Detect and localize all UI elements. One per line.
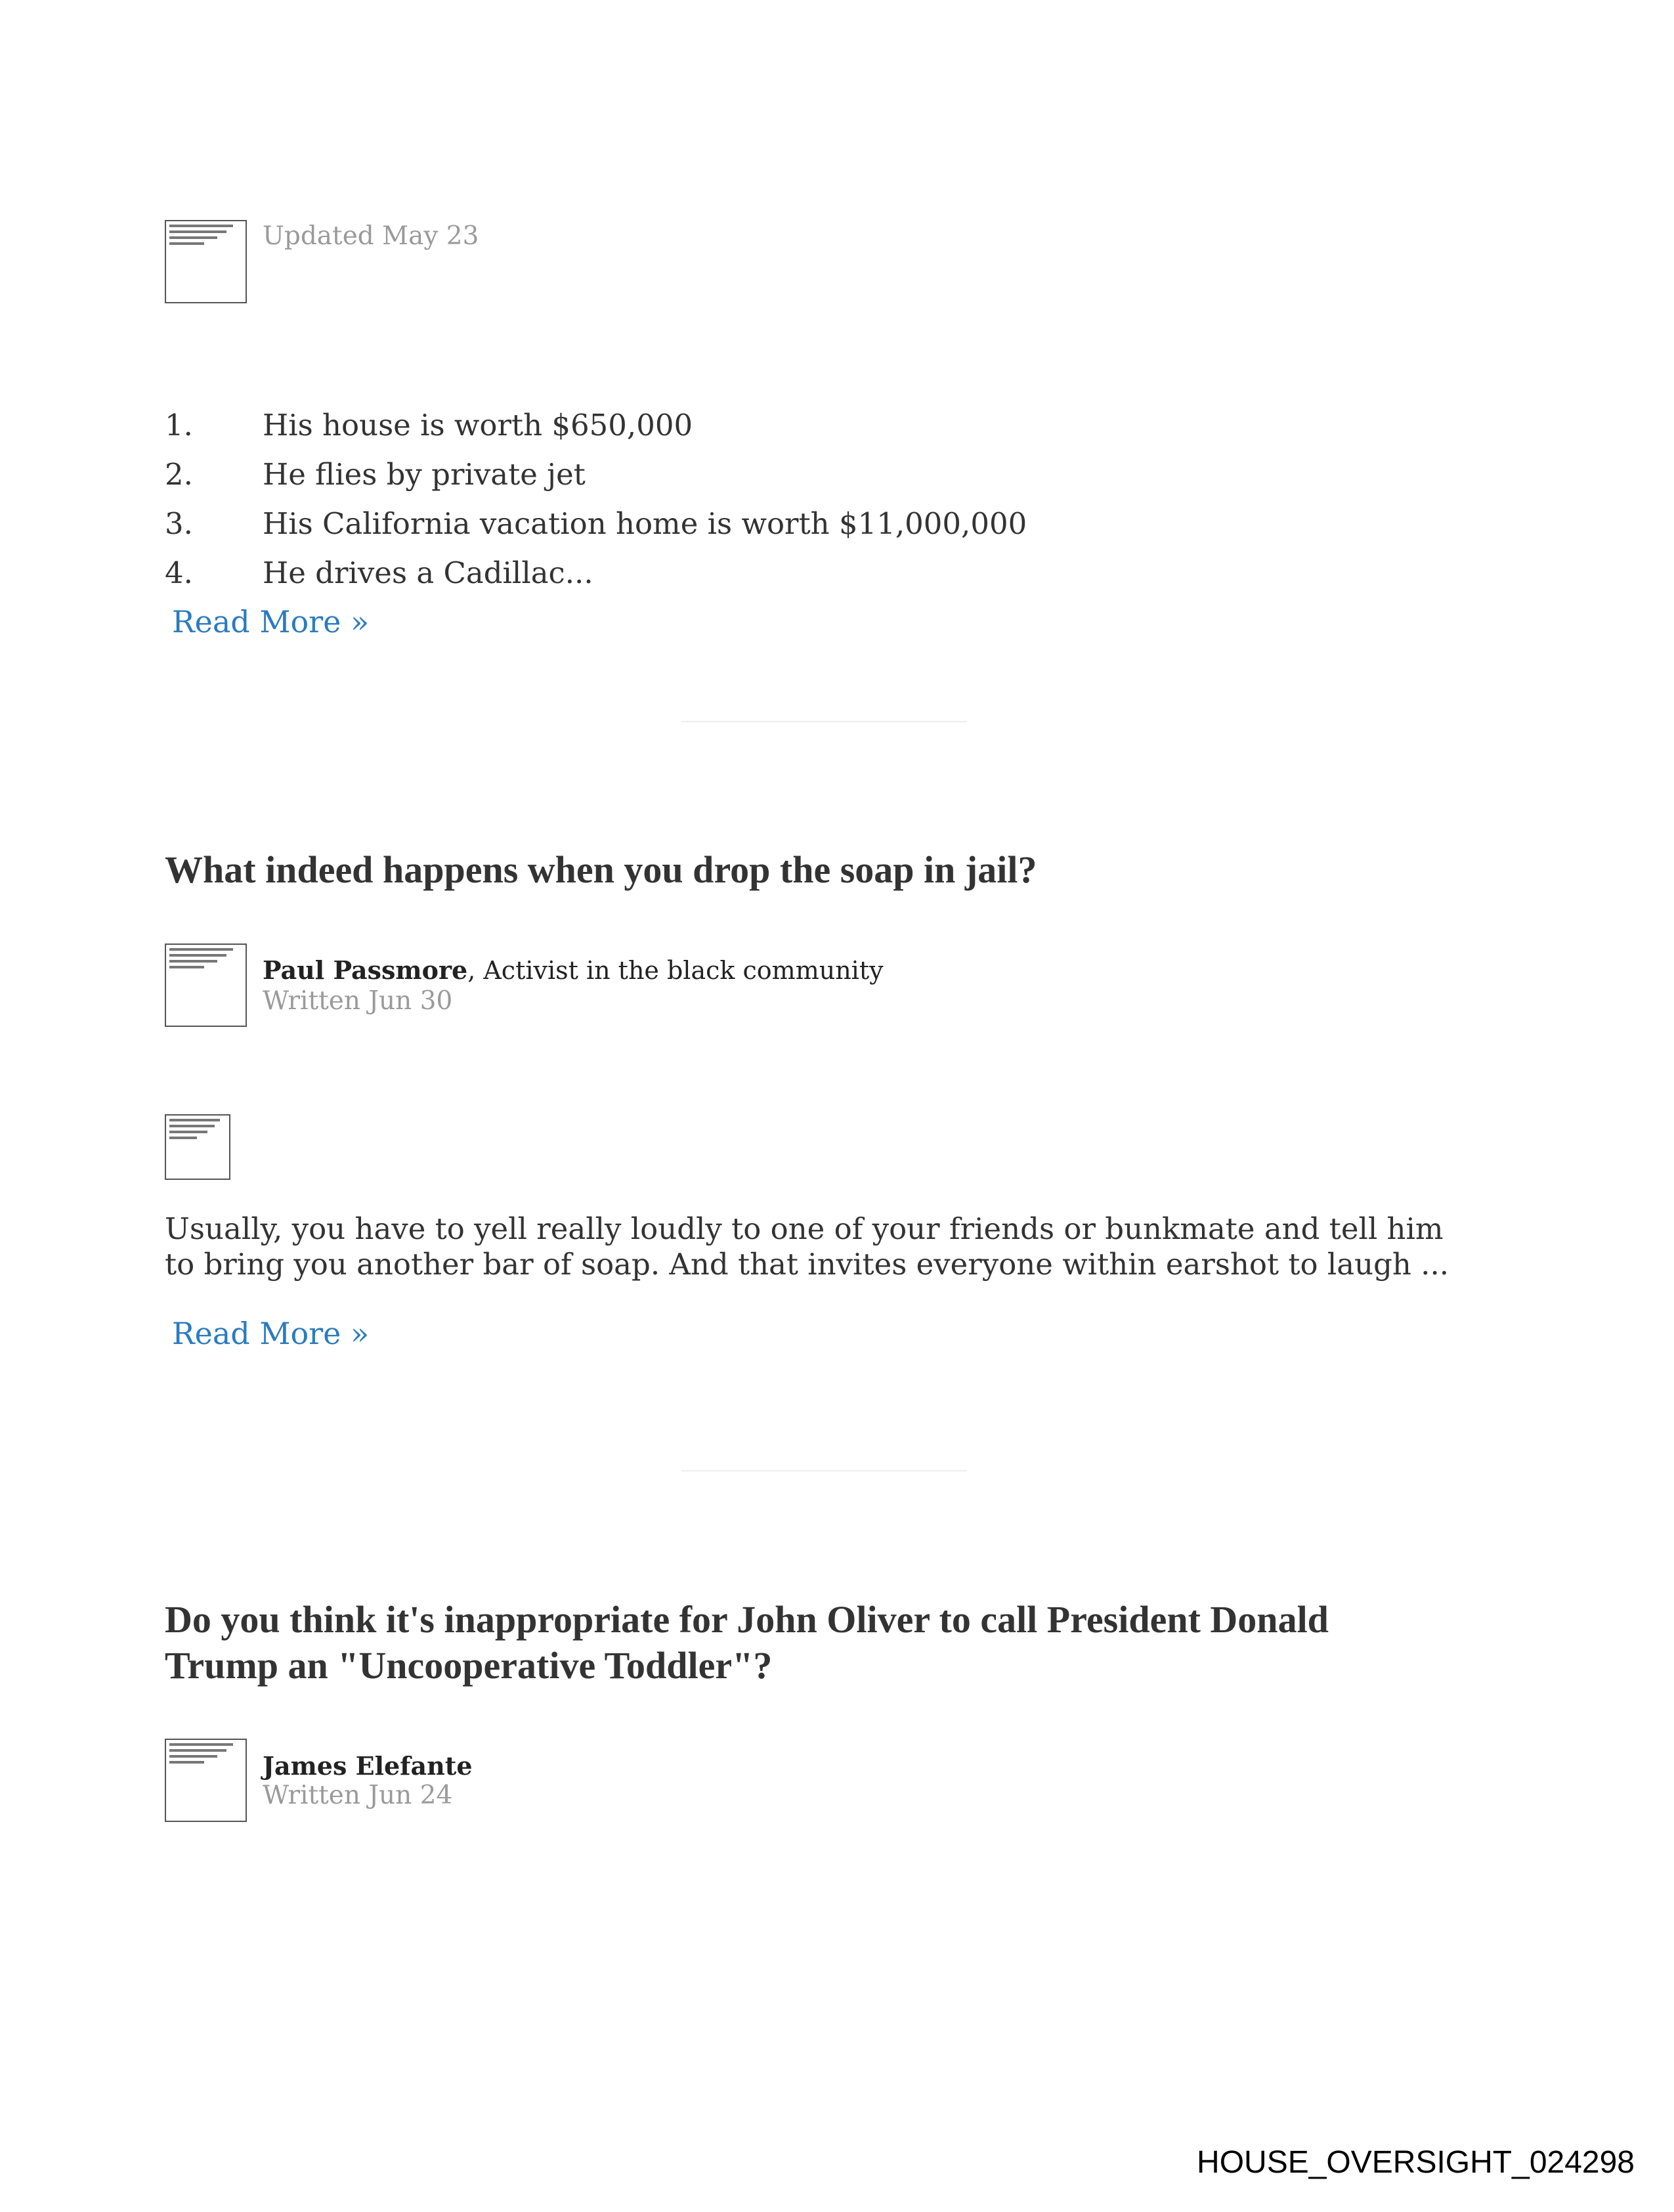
read-more-link[interactable]: Read More » bbox=[172, 604, 370, 640]
list-item-text: He drives a Cadillac... bbox=[263, 555, 593, 590]
list-item-number: 3. bbox=[165, 506, 193, 541]
author-line bbox=[263, 1751, 473, 1781]
author-avatar-image bbox=[165, 220, 247, 303]
read-more-link[interactable]: Read More » bbox=[172, 1316, 370, 1351]
list-item-number: 2. bbox=[165, 457, 193, 492]
post-updated-date: Updated May 23 bbox=[263, 221, 479, 251]
post-title[interactable]: Do you think it's inappropriate for John Oliver to call President Donald Trump an "Uncooperative Toddler"? bbox=[165, 1598, 1329, 1687]
list-item-number: 1. bbox=[165, 408, 193, 443]
author-avatar-image bbox=[165, 943, 247, 1027]
post-image bbox=[165, 1114, 230, 1180]
post-written-date: Written Jun 24 bbox=[263, 1781, 453, 1810]
author-avatar-image bbox=[165, 1739, 247, 1822]
author-name[interactable]: Paul Passmore bbox=[263, 955, 468, 985]
author-description: , Activist in the black community bbox=[467, 956, 884, 985]
list-item-text: He flies by private jet bbox=[263, 457, 586, 492]
post-title[interactable]: What indeed happens when you drop the soap in jail? bbox=[165, 848, 1037, 891]
author-name[interactable]: James Elefante bbox=[263, 1751, 473, 1781]
list-item-number: 4. bbox=[165, 555, 193, 590]
section-divider bbox=[681, 1470, 967, 1471]
document-id: HOUSE_OVERSIGHT_024298 bbox=[1197, 2145, 1635, 2180]
post-written-date: Written Jun 30 bbox=[263, 986, 453, 1016]
list-item-text: His house is worth $650,000 bbox=[263, 408, 693, 443]
author-line bbox=[263, 955, 884, 985]
section-divider bbox=[681, 721, 967, 722]
post-excerpt: Usually, you have to yell really loudly to one of your friends or bunkmate and tell him to bring you another bar of soap. And that invites everyone within earshot to laugh ... bbox=[165, 1211, 1449, 1282]
list-item-text: His California vacation home is worth $11,000,000 bbox=[263, 506, 1027, 541]
